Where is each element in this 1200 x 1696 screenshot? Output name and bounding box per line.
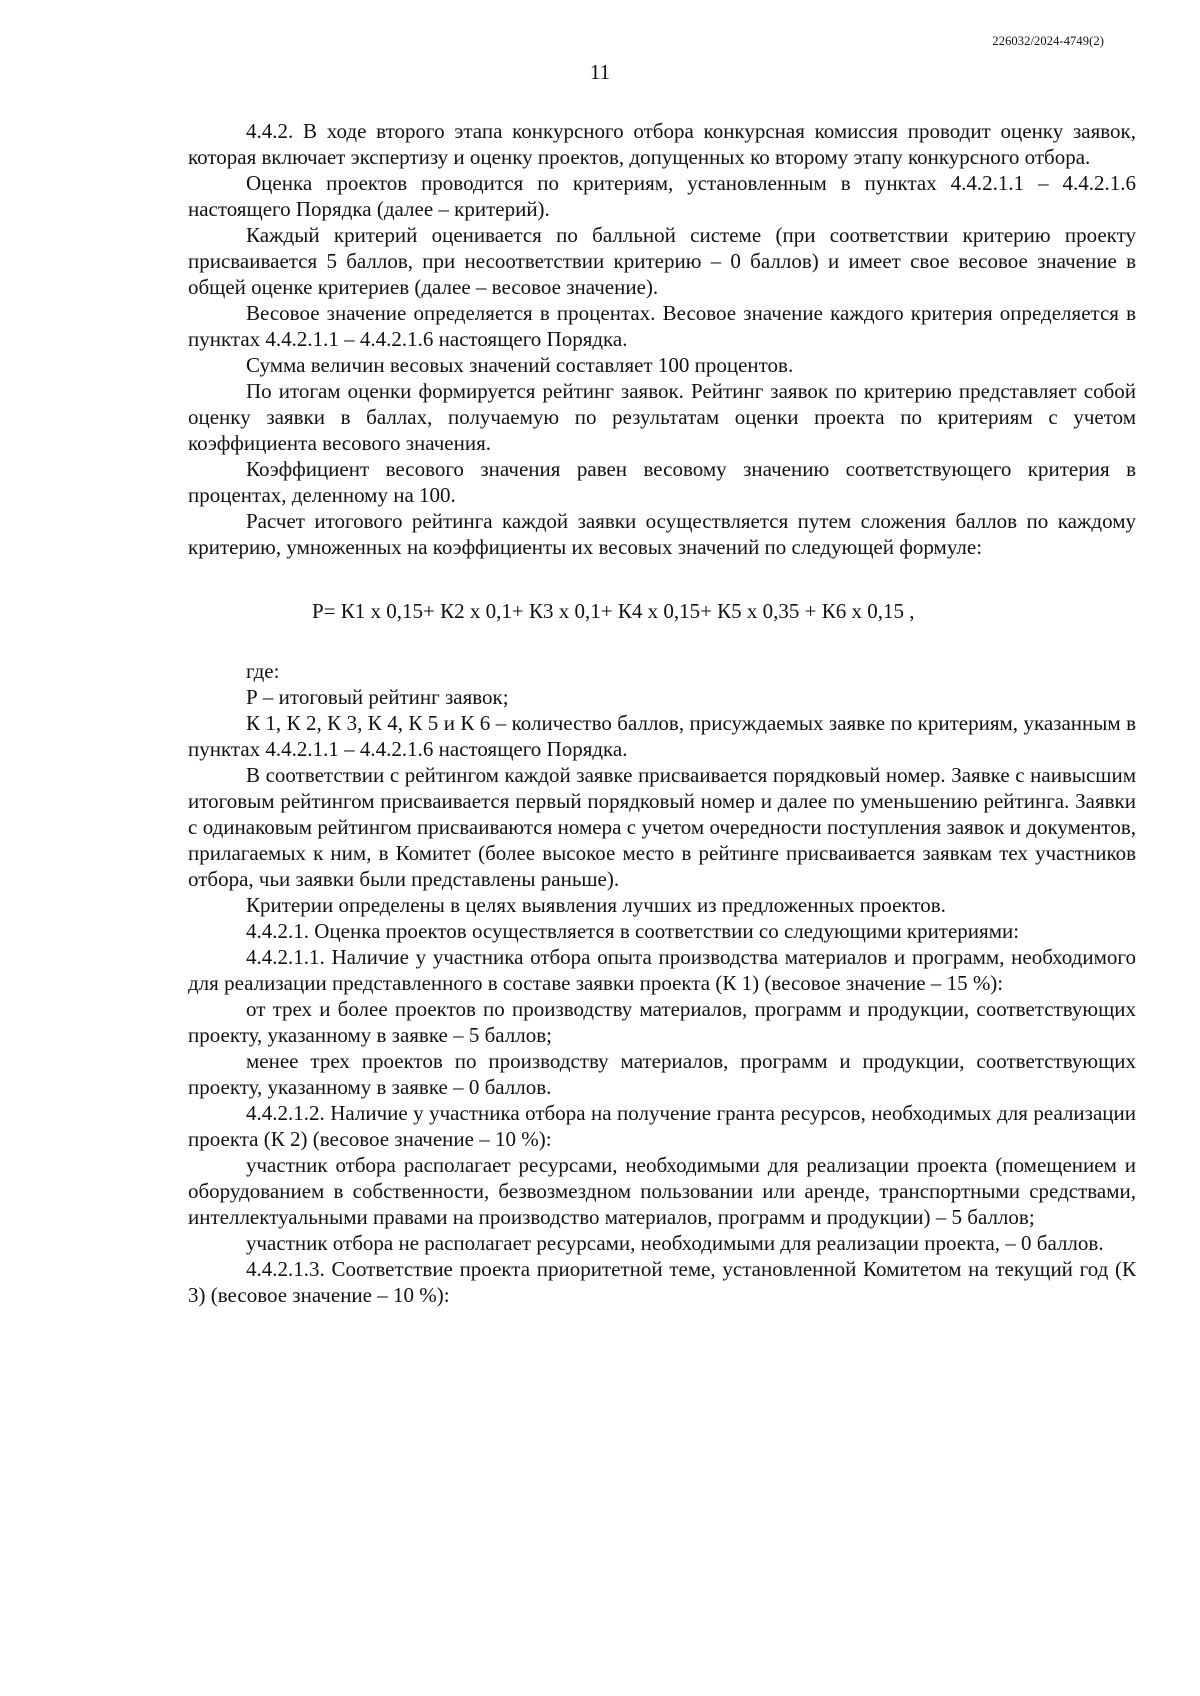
paragraph: В соответствии с рейтингом каждой заявке присваивается порядковый номер. Заявке с наивысшим итоговым рейтингом присваивается первый порядковый номер и далее по уменьшению рейтинга. Заявки с одинаковым рейтингом присваиваются номера с учетом очередности поступления заявок и документов, прилагаемых к ним, в Комитет (более высокое место в рейтинге присваивается заявкам тех участников отбора, чьи заявки были представлены раньше).	[188, 763, 1136, 891]
paragraph: Расчет итогового рейтинга каждой заявки осуществляется путем сложения баллов по каждому критерию, умноженных на коэффициенты их весовых значений по следующей формуле:	[188, 509, 1136, 559]
page-number: 11	[589, 60, 611, 84]
paragraph: 4.4.2.1.2. Наличие у участника отбора на получение гранта ресурсов, необходимых для реализации проекта (К 2) (весовое значение – 10 %):	[188, 1101, 1136, 1151]
registration-number: 226032/2024-4749(2)	[992, 34, 1104, 48]
paragraph: По итогам оценки формируется рейтинг заявок. Рейтинг заявок по критерию представляет собой оценку заявки в баллах, получаемую по результатам оценки проекта по критериям с учетом коэффициента весового значения.	[188, 379, 1136, 455]
paragraph: Сумма величин весовых значений составляет 100 процентов.	[246, 353, 794, 377]
paragraph: Каждый критерий оценивается по балльной системе (при соответствии критерию проекту присваивается 5 баллов, при несоответствии критерию – 0 баллов) и имеет свое весовое значение в общей оценке критериев (далее – весовое значение).	[188, 223, 1136, 299]
paragraph: Критерии определены в целях выявления лучших из предложенных проектов.	[246, 893, 946, 917]
paragraph: К 1, К 2, К 3, К 4, К 5 и К 6 – количество баллов, присуждаемых заявке по критериям, указанным в пунктах 4.4.2.1.1 – 4.4.2.1.6 настоящего Порядка.	[188, 711, 1136, 761]
document-body	[188, 118, 1136, 1308]
rating-formula: Р= К1 х 0,15+ К2 х 0,1+ К3 х 0,1+ К4 х 0,15+ К5 х 0,35 + К6 х 0,15 ,	[312, 599, 915, 623]
paragraph: Р – итоговый рейтинг заявок;	[246, 685, 509, 709]
paragraph: участник отбора располагает ресурсами, необходимыми для реализации проекта (помещением и оборудованием в собственности, безвозмездном пользовании или аренде, транспортными средствами, интеллектуальными правами на производство материалов, программ и продукции) – 5 баллов;	[188, 1153, 1136, 1229]
paragraph: участник отбора не располагает ресурсами, необходимыми для реализации проекта, – 0 баллов.	[246, 1231, 1104, 1255]
paragraph: менее трех проектов по производству материалов, программ и продукции, соответствующих проекту, указанному в заявке – 0 баллов.	[188, 1049, 1136, 1099]
paragraph: Коэффициент весового значения равен весовому значению соответствующего критерия в процентах, деленному на 100.	[188, 457, 1136, 507]
paragraph: 4.4.2.1.1. Наличие у участника отбора опыта производства материалов и программ, необходимого для реализации представленного в составе заявки проекта (К 1) (весовое значение – 15 %):	[188, 945, 1136, 995]
paragraph: где:	[246, 659, 280, 683]
paragraph: от трех и более проектов по производству материалов, программ и продукции, соответствующих проекту, указанному в заявке – 5 баллов;	[188, 997, 1136, 1047]
paragraph: Оценка проектов проводится по критериям, установленным в пунктах 4.4.2.1.1 – 4.4.2.1.6 настоящего Порядка (далее – критерий).	[188, 171, 1136, 221]
paragraph: 4.4.2. В ходе второго этапа конкурсного отбора конкурсная комиссия проводит оценку заявок, которая включает экспертизу и оценку проектов, допущенных ко второму этапу конкурсного отбора.	[188, 119, 1136, 169]
paragraph: 4.4.2.1. Оценка проектов осуществляется в соответствии со следующими критериями:	[246, 919, 1020, 943]
paragraph: Весовое значение определяется в процентах. Весовое значение каждого критерия определяется в пунктах 4.4.2.1.1 – 4.4.2.1.6 настоящего Порядка.	[188, 301, 1136, 351]
paragraph: 4.4.2.1.3. Соответствие проекта приоритетной теме, установленной Комитетом на текущий год (К 3) (весовое значение – 10 %):	[188, 1257, 1136, 1307]
